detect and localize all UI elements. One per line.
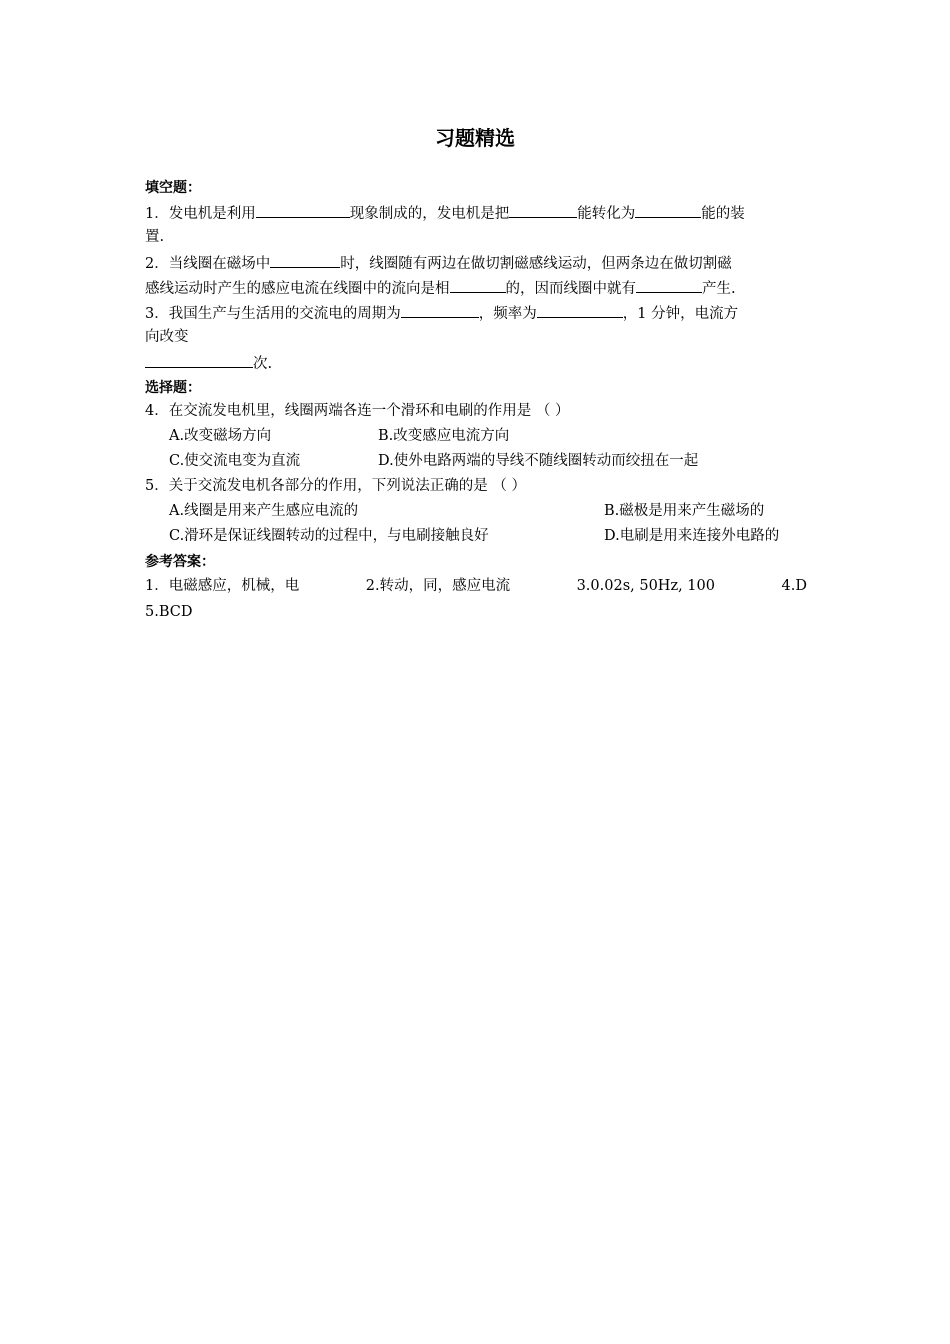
q5-option-d[interactable]: D.电刷是用来连接外电路的 <box>604 528 780 544</box>
answers-line-2: 5.BCD <box>145 604 193 620</box>
q4-option-c[interactable]: C.使交流电变为直流 <box>169 453 301 469</box>
q1-blank-2[interactable] <box>509 202 577 218</box>
question-3-line-1 <box>145 302 738 324</box>
question-2-line-1 <box>145 252 732 274</box>
q5-option-c[interactable]: C.滑环是保证线圈转动的过程中，与电刷接触良好 <box>169 528 489 544</box>
q2-text-4: 的，因而线圈中就有 <box>505 281 636 297</box>
q1-text-2: 现象制成的，发电机是把 <box>349 206 510 222</box>
question-3-line-2: 向改变 <box>145 329 189 345</box>
fill-section-heading: 填空题： <box>145 180 201 196</box>
q1-text-3: 能转化为 <box>577 206 636 222</box>
page-title: 习题精选 <box>435 126 515 150</box>
q1-blank-3[interactable] <box>635 202 701 218</box>
question-2-line-2 <box>145 277 736 299</box>
q3-text-5: 次. <box>253 356 273 372</box>
answers-line-1 <box>145 576 807 596</box>
q1-blank-1[interactable] <box>256 202 350 218</box>
answer-4: 4.D <box>781 578 807 594</box>
q2-blank-2[interactable] <box>450 277 506 293</box>
q3-blank-3[interactable] <box>145 352 253 368</box>
q2-text-2: 时，线圈随有两边在做切割磁感线运动，但两条边在做切割磁 <box>340 256 732 272</box>
q2-blank-3[interactable] <box>636 277 702 293</box>
answer-2: 2.转动，同，感应电流 <box>365 578 511 594</box>
q4-option-b[interactable]: B.改变感应电流方向 <box>378 428 510 444</box>
q3-blank-1[interactable] <box>401 302 479 318</box>
question-1-line-2: 置. <box>145 229 165 245</box>
q2-blank-1[interactable] <box>270 252 340 268</box>
question-5-stem: 5．关于交流发电机各部分的作用，下列说法正确的是 （ ） <box>145 478 526 494</box>
q3-blank-2[interactable] <box>537 302 623 318</box>
q1-text-4: 能的装 <box>701 206 745 222</box>
q2-text-3: 感线运动时产生的感应电流在线圈中的流向是相 <box>145 281 450 297</box>
choice-section-heading: 选择题： <box>145 380 201 396</box>
q2-text-1: 2．当线圈在磁场中 <box>145 256 271 272</box>
question-1-line-1 <box>145 202 745 224</box>
answers-heading: 参考答案： <box>145 554 215 570</box>
q1-text-1: 1．发电机是利用 <box>145 206 256 222</box>
q3-text-3: ，1 分钟，电流方 <box>622 306 739 322</box>
question-3-line-3 <box>145 352 272 374</box>
q5-option-a[interactable]: A.线圈是用来产生感应电流的 <box>169 503 359 519</box>
q4-option-d[interactable]: D.使外电路两端的导线不随线圈转动而绞扭在一起 <box>378 453 699 469</box>
question-4-stem: 4．在交流发电机里，线圈两端各连一个滑环和电刷的作用是 （ ） <box>145 403 570 419</box>
q5-option-b[interactable]: B.磁极是用来产生磁场的 <box>604 503 765 519</box>
q4-option-a[interactable]: A.改变磁场方向 <box>169 428 272 444</box>
q3-text-1: 3．我国生产与生活用的交流电的周期为 <box>145 306 401 322</box>
q2-text-5: 产生. <box>702 281 736 297</box>
q3-text-2: ，频率为 <box>478 306 537 322</box>
answer-3: 3.0.02s, 50Hz, 100 <box>576 578 715 594</box>
answer-1: 1．电磁感应，机械，电 <box>145 578 300 594</box>
